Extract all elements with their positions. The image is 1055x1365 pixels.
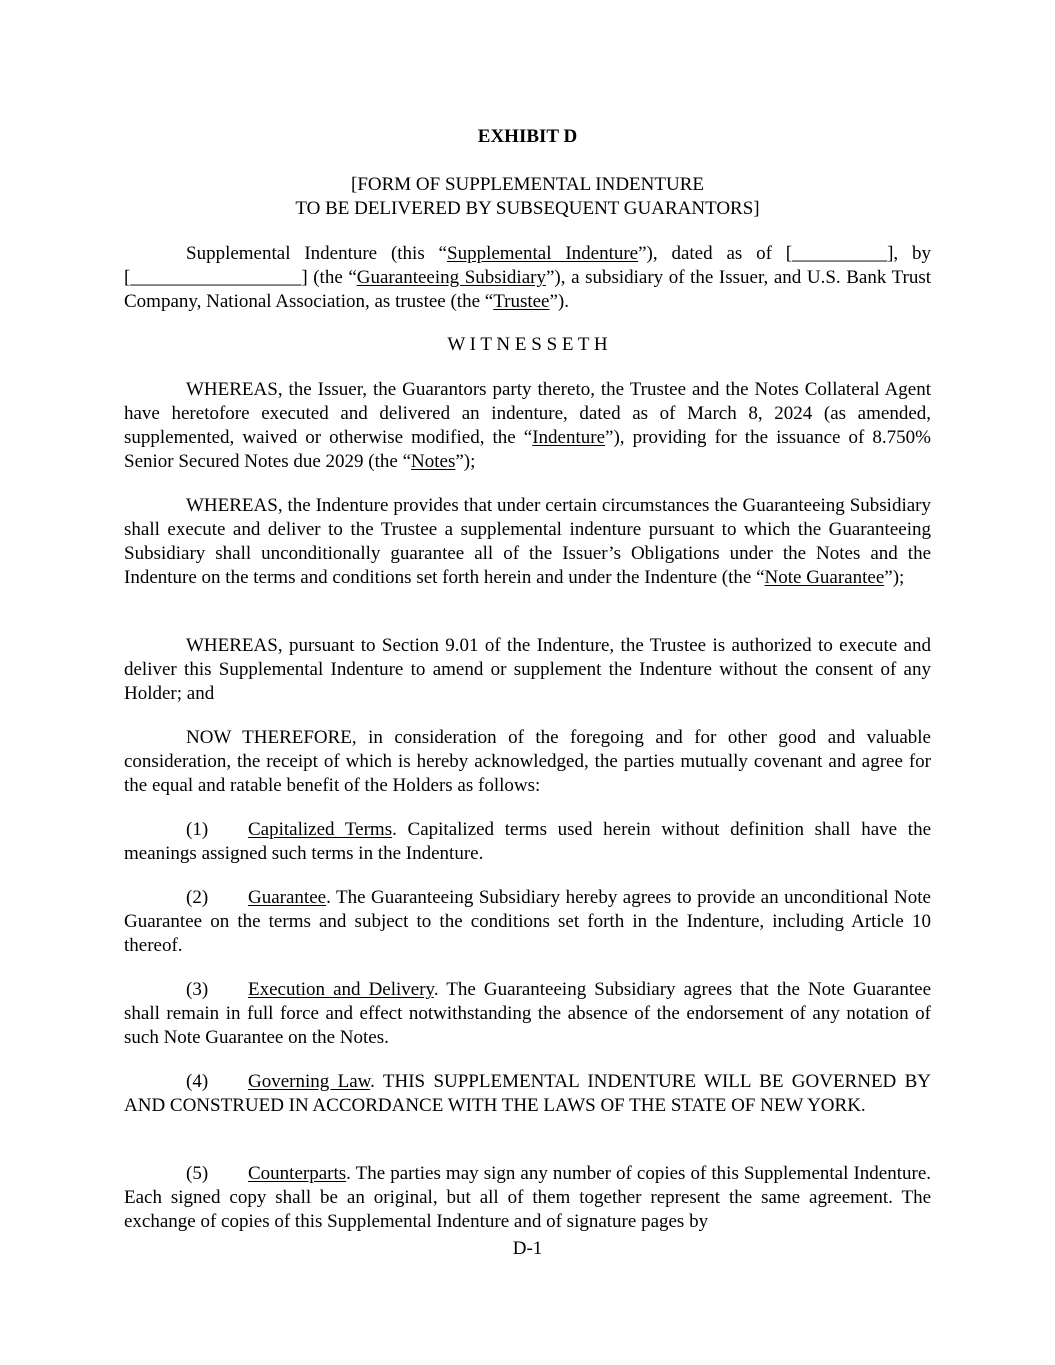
section-number: (1) xyxy=(186,819,209,840)
form-title-line-1: [FORM OF SUPPLEMENTAL INDENTURE xyxy=(351,174,704,195)
section-heading: Guarantee xyxy=(248,887,327,908)
form-title xyxy=(124,173,931,221)
page-number: D-1 xyxy=(512,1238,543,1259)
section-heading: Capitalized Terms xyxy=(248,819,393,840)
exhibit-title: EXHIBIT D xyxy=(477,126,578,147)
section-number: (2) xyxy=(186,887,209,908)
intro-paragraph xyxy=(124,242,931,314)
whereas-1-text-3: ”); xyxy=(455,451,476,472)
section-text: . The Guaranteeing Subsidiary agrees that the Note Guarantee shall remain in full force and effect notwithstanding the absence of the endorsement of any notation of such Note Guarantee on the Notes. xyxy=(124,979,932,1048)
section-text: . The parties may sign any number of copies of this Supplemental Indenture. Each signed copy shall be an original, but all of them together represent the same agreement. The exchange of copies of this Supplemental Indenture and of signature pages by xyxy=(124,1163,931,1232)
form-title-line-2: TO BE DELIVERED BY SUBSEQUENT GUARANTORS] xyxy=(295,198,760,219)
section-text: . The Guaranteeing Subsidiary hereby agrees to provide an unconditional Note Guarantee on the terms and subject to the conditions set forth in the Indenture, including Article 10 thereof. xyxy=(124,887,931,956)
section-text: . Capitalized terms used herein without definition shall have the meanings assigned such terms in the Indenture. xyxy=(124,819,932,864)
section-5 xyxy=(124,1162,931,1234)
intro-text-4: ”). xyxy=(549,291,570,312)
whereas-paragraph-3: WHEREAS, pursuant to Section 9.01 of the Indenture, the Trustee is authorized to execute and deliver this Supplemental Indenture to amend or supplement the Indenture without the consent of any Holder; and xyxy=(124,635,931,704)
whereas-1-text-1: WHEREAS, the Issuer, the Guarantors party thereto, the Trustee and the Notes Collateral Agent have heretofore executed and delivered an indenture, dated as of March 8, 2024 (as amended, supplemented, waived or otherwise modified, the “ xyxy=(124,379,931,448)
defined-term-trustee: Trustee xyxy=(493,291,550,312)
section-heading: Governing Law xyxy=(248,1071,371,1092)
section-heading: Counterparts xyxy=(248,1163,347,1184)
section-text: . THIS SUPPLEMENTAL INDENTURE WILL BE GOVERNED BY AND CONSTRUED IN ACCORDANCE WITH THE LAWS OF THE STATE OF NEW YORK. xyxy=(124,1071,931,1116)
section-3 xyxy=(124,978,931,1050)
whereas-2-text-1: WHEREAS, the Indenture provides that under certain circumstances the Guaranteeing Subsidiary shall execute and deliver to the Trustee a supplemental indenture pursuant to which the Guaranteeing Subsidiary shall unconditionally guarantee all of the Issuer’s Obligations under the Notes and the Indenture on the terms and conditions set forth herein and under the Indenture (the “ xyxy=(124,495,931,588)
now-therefore-paragraph: NOW THEREFORE, in consideration of the foregoing and for other good and valuable consideration, the receipt of which is hereby acknowledged, the parties mutually covenant and agree for the equal and ratable benefit of the Holders as follows: xyxy=(124,727,931,796)
intro-text-2: ”), dated as of [__________], by [__________________] (the “ xyxy=(124,243,932,288)
whereas-paragraph-1 xyxy=(124,378,931,474)
section-4 xyxy=(124,1070,931,1118)
section-number: (3) xyxy=(186,979,209,1000)
section-2 xyxy=(124,886,931,958)
defined-term-note-guarantee: Note Guarantee xyxy=(764,567,885,588)
defined-term-indenture: Indenture xyxy=(532,427,606,448)
defined-term-supplemental-indenture: Supplemental Indenture xyxy=(447,243,639,264)
defined-term-guaranteeing-subsidiary: Guaranteeing Subsidiary xyxy=(356,267,546,288)
section-heading: Execution and Delivery xyxy=(248,979,434,1000)
intro-text-1: Supplemental Indenture (this “ xyxy=(186,243,447,264)
whereas-2-text-2: ”); xyxy=(884,567,905,588)
section-number: (4) xyxy=(186,1071,209,1092)
witnesseth-heading: W I T N E S S E T H xyxy=(447,334,608,355)
section-number: (5) xyxy=(186,1163,209,1184)
section-1 xyxy=(124,818,931,866)
intro-text-3: ”), a subsidiary of the Issuer, and U.S. Bank Trust Company, National Association, as trustee (the “ xyxy=(124,267,932,312)
defined-term-notes: Notes xyxy=(411,451,456,472)
whereas-1-text-2: ”), providing for the issuance of 8.750% Senior Secured Notes due 2029 (the “ xyxy=(124,427,931,472)
whereas-paragraph-2 xyxy=(124,494,931,590)
